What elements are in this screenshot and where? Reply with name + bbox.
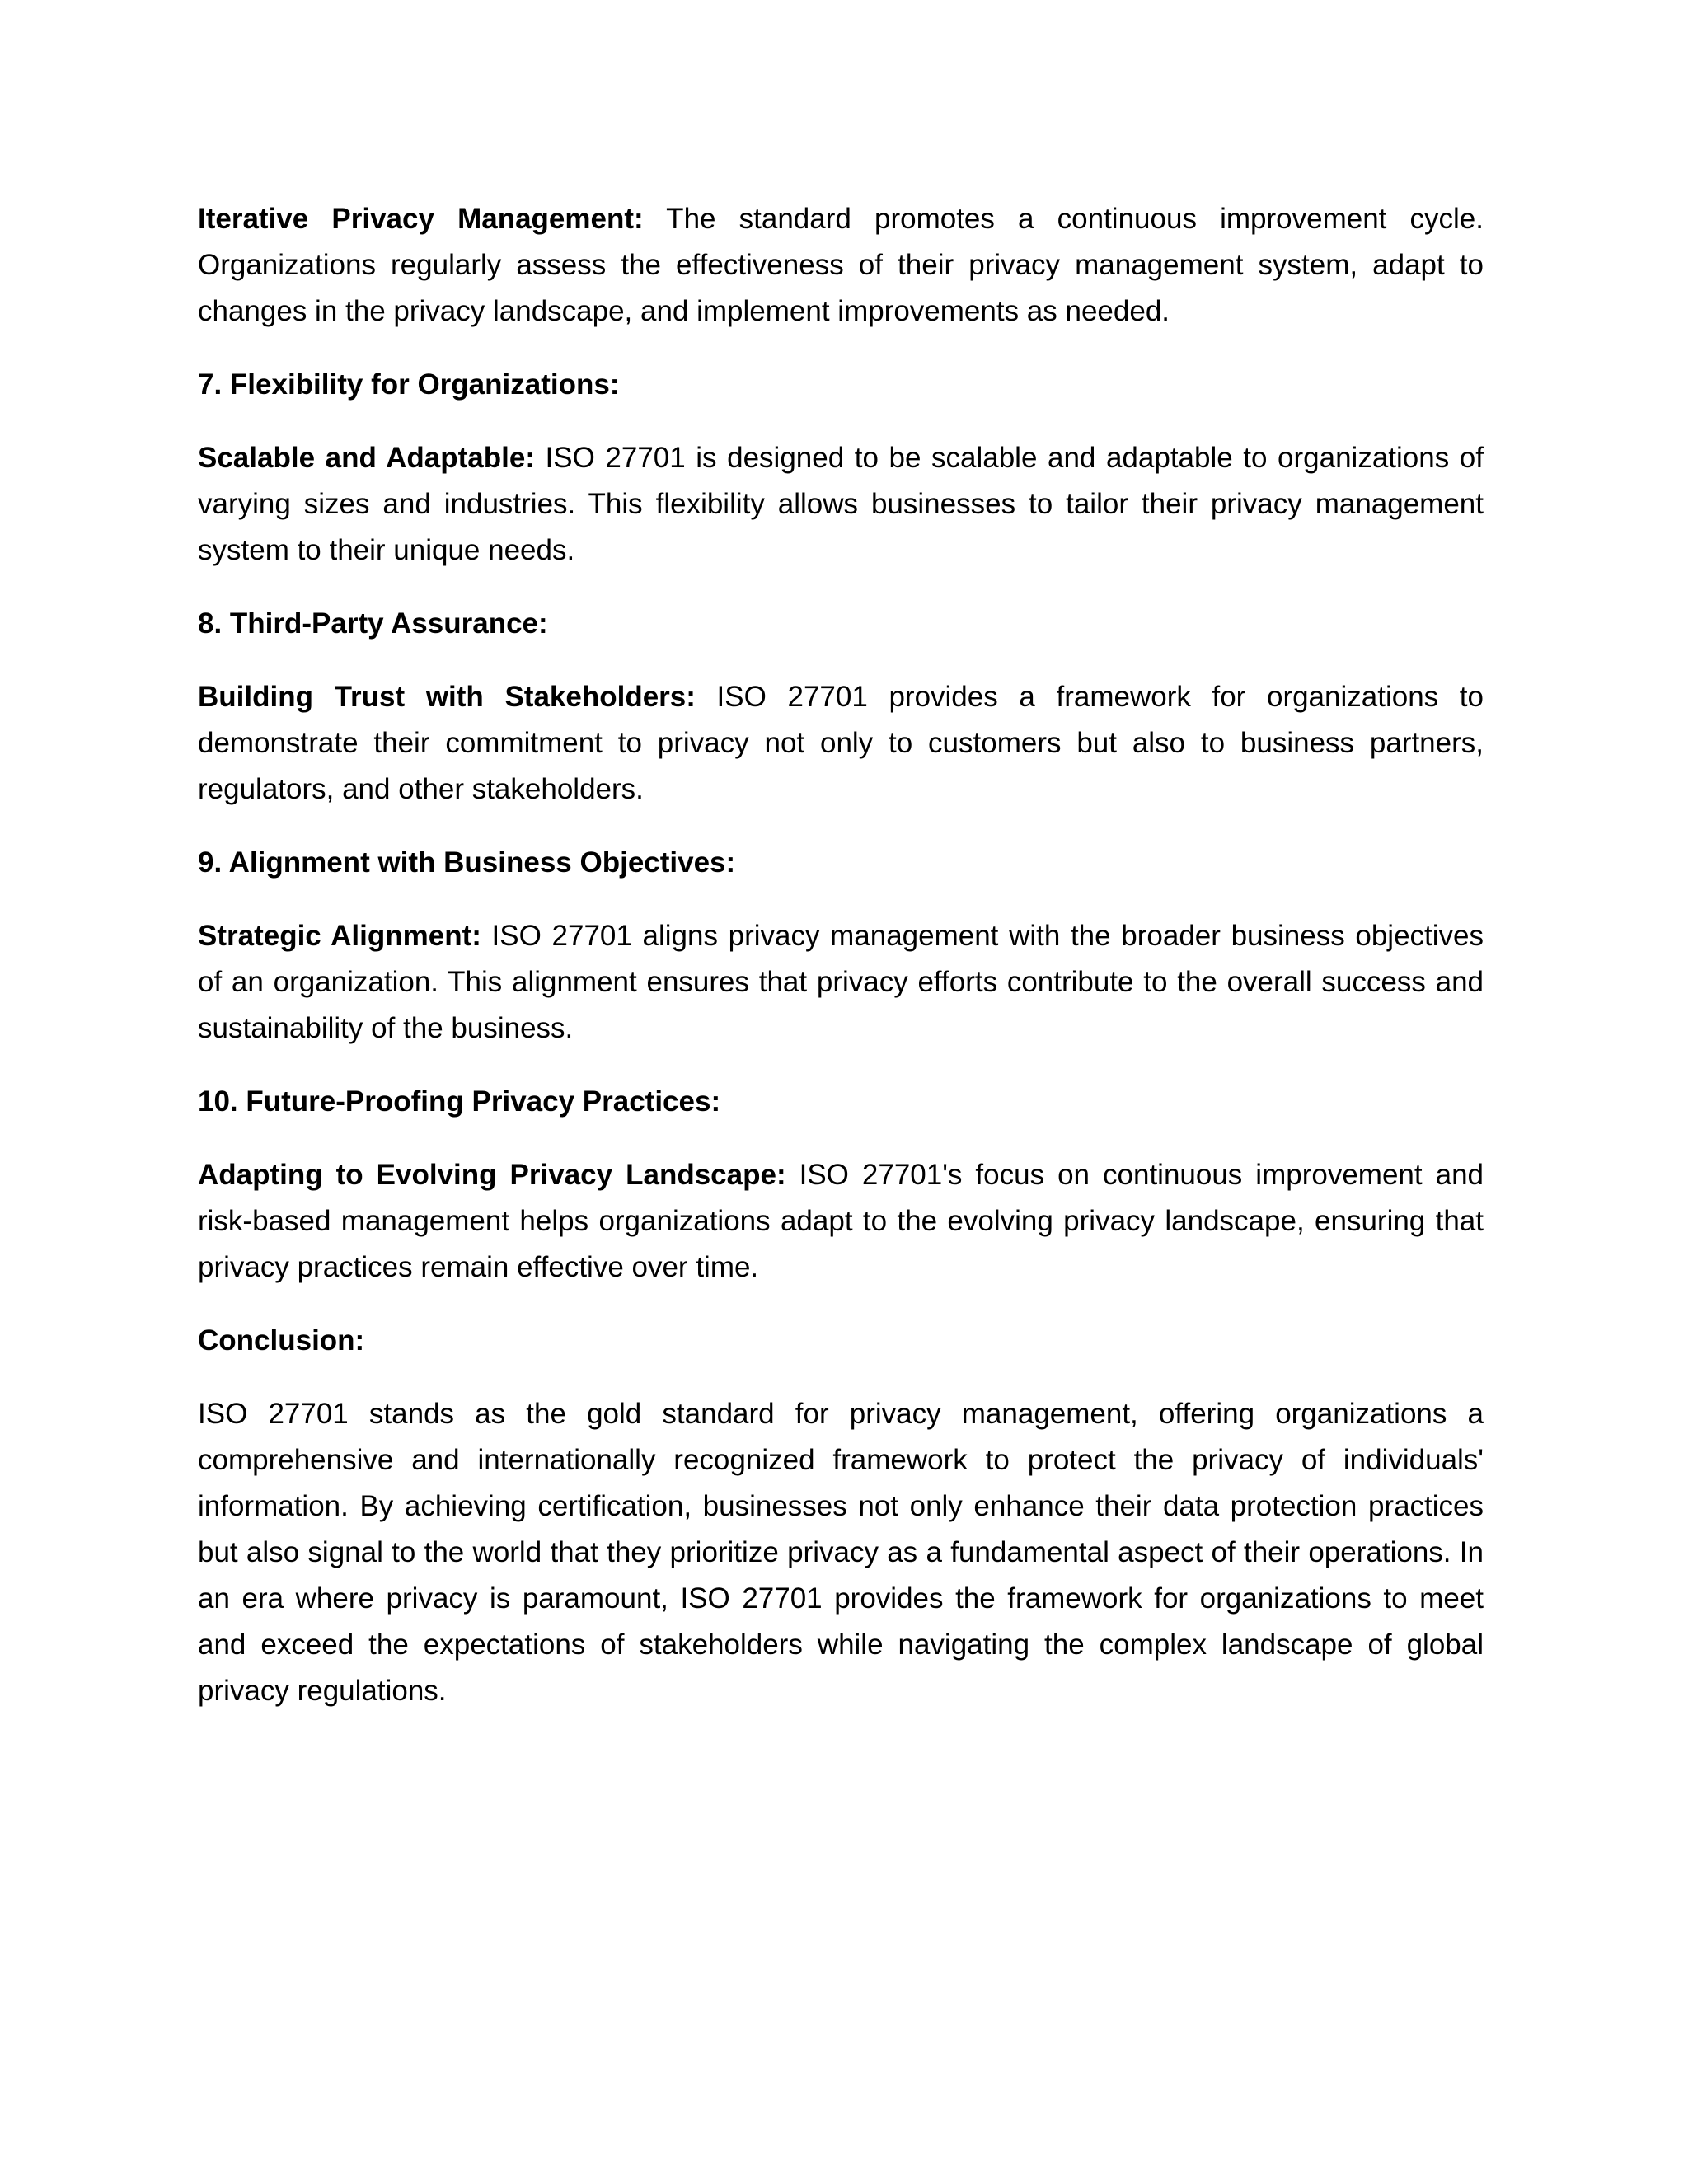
paragraph-iterative-privacy-management: [198, 196, 1484, 335]
heading-future-proofing: 10. Future-Proofing Privacy Practices:: [198, 1085, 721, 1118]
paragraph-text: The standard promotes a continuous improvement cycle. Organizations regularly assess the effectiveness of their privacy management system, adapt to changes in the privacy landscape, and implement improvements as needed.: [198, 203, 1484, 327]
paragraph-text: ISO 27701 stands as the gold standard for privacy management, offering organizations a comprehensive and internationally recognized framework to protect the privacy of individuals' information. By achieving certification, businesses not only enhance their data protection practices but also signal to the world that they prioritize privacy as a fundamental aspect of their operations. In an era where privacy is paramount, ISO 27701 provides the framework for organizations to meet and exceed the expectations of stakeholders while navigating the complex landscape of global privacy regulations.: [198, 1398, 1484, 1707]
paragraph-text: ISO 27701 provides a framework for organizations to demonstrate their commitment to privacy not only to customers but also to business partners, regulators, and other stakeholders.: [198, 681, 1484, 805]
paragraph-building-trust: [198, 674, 1484, 813]
paragraph-lead: Strategic Alignment:: [198, 920, 481, 952]
paragraph-lead: Iterative Privacy Management:: [198, 203, 644, 235]
paragraph-text: ISO 27701 aligns privacy management with the broader business objectives of an organization. This alignment ensures that privacy efforts contribute to the overall success and sustainability of the business.: [198, 920, 1484, 1044]
document-page: [198, 196, 1484, 1741]
paragraph-evolving-landscape: [198, 1152, 1484, 1291]
heading-third-party-assurance: 8. Third-Party Assurance:: [198, 607, 548, 640]
paragraph-lead: Adapting to Evolving Privacy Landscape:: [198, 1159, 786, 1191]
paragraph-lead: Scalable and Adaptable:: [198, 442, 535, 474]
paragraph-text: ISO 27701 is designed to be scalable and adaptable to organizations of varying sizes and industries. This flexibility allows businesses to tailor their privacy management system to their unique needs.: [198, 442, 1484, 566]
heading-flexibility: 7. Flexibility for Organizations:: [198, 368, 620, 401]
paragraph-text: ISO 27701's focus on continuous improvement and risk-based management helps organizations adapt to the evolving privacy landscape, ensuring that privacy practices remain effective over time.: [198, 1159, 1484, 1283]
heading-conclusion: Conclusion:: [198, 1324, 365, 1357]
heading-business-objectives: 9. Alignment with Business Objectives:: [198, 846, 736, 879]
paragraph-scalable-adaptable: [198, 435, 1484, 574]
paragraph-strategic-alignment: [198, 913, 1484, 1052]
paragraph-lead: Building Trust with Stakeholders:: [198, 681, 696, 713]
paragraph-conclusion: [198, 1391, 1484, 1714]
